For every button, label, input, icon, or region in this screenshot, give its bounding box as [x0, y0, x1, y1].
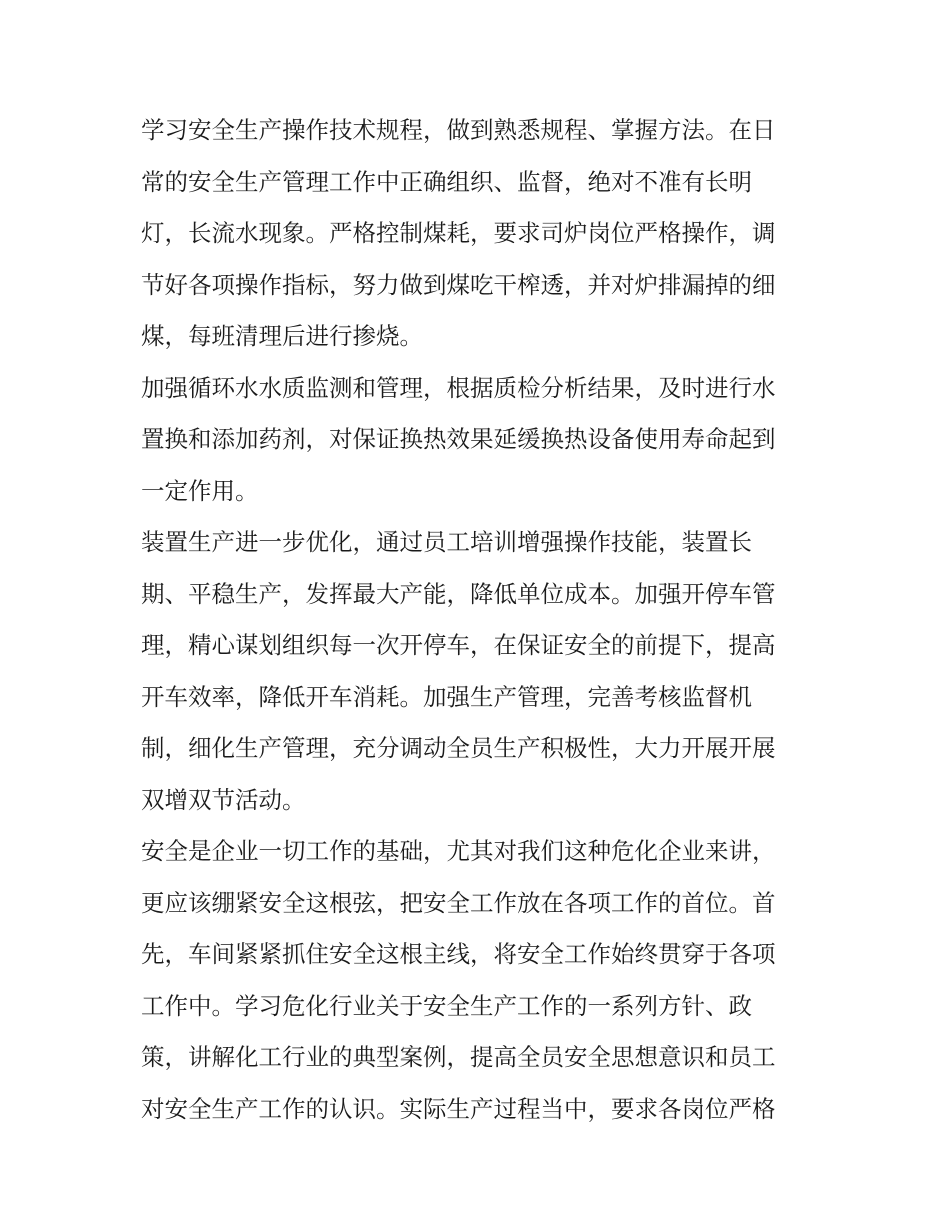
document-body [141, 105, 813, 1135]
paragraph-production-optimization [141, 517, 813, 826]
text-line: 煤，每班清理后进行掺烧。 [141, 322, 423, 350]
paragraph-water-quality [141, 363, 813, 518]
text-line: 工作中。学习危化行业关于安全生产工作的一系列方针、政 [141, 991, 752, 1020]
paragraph-safety [141, 826, 813, 1135]
text-line: 期、平稳生产，发挥最大产能，降低单位成本。加强开停车管 [141, 579, 776, 608]
text-line: 理，精心谋划组织每一次开停车，在保证安全的前提下，提高 [141, 631, 776, 659]
paragraph-energy-saving [141, 105, 813, 363]
text-line: 节好各项操作指标，努力做到煤吃干榨透，并对炉排漏掉的细 [141, 270, 776, 299]
text-line: 先，车间紧紧抓住安全这根主线，将安全工作始终贯穿于各项 [141, 940, 776, 968]
text-line: 加强循环水水质监测和管理，根据质检分析结果，及时进行水 [141, 373, 776, 402]
text-line: 双增双节活动。 [141, 785, 306, 814]
text-line: 对安全生产工作的认识。实际生产过程当中，要求各岗位严格 [141, 1094, 776, 1123]
text-line: 学习安全生产操作技术规程，做到熟悉规程、掌握方法。在日 [141, 116, 776, 144]
text-line: 一定作用。 [141, 476, 259, 505]
text-line: 开车效率，降低开车消耗。加强生产管理，完善考核监督机 [141, 682, 752, 711]
text-line: 常的安全生产管理工作中正确组织、监督，绝对不准有长明 [141, 167, 752, 196]
text-line: 灯，长流水现象。严格控制煤耗，要求司炉岗位严格操作，调 [141, 219, 776, 247]
text-line: 置换和添加药剂，对保证换热效果延缓换热设备使用寿命起到 [141, 425, 776, 453]
text-line: 制，细化生产管理，充分调动全员生产积极性，大力开展开展 [141, 734, 776, 762]
text-line: 安全是企业一切工作的基础，尤其对我们这种危化企业来讲， [141, 837, 776, 865]
text-line: 策，讲解化工行业的典型案例，提高全员安全思想意识和员工 [141, 1043, 776, 1071]
text-line: 装置生产进一步优化，通过员工培训增强操作技能，装置长 [141, 528, 752, 556]
text-line: 更应该绷紧安全这根弦，把安全工作放在各项工作的首位。首 [141, 888, 776, 917]
